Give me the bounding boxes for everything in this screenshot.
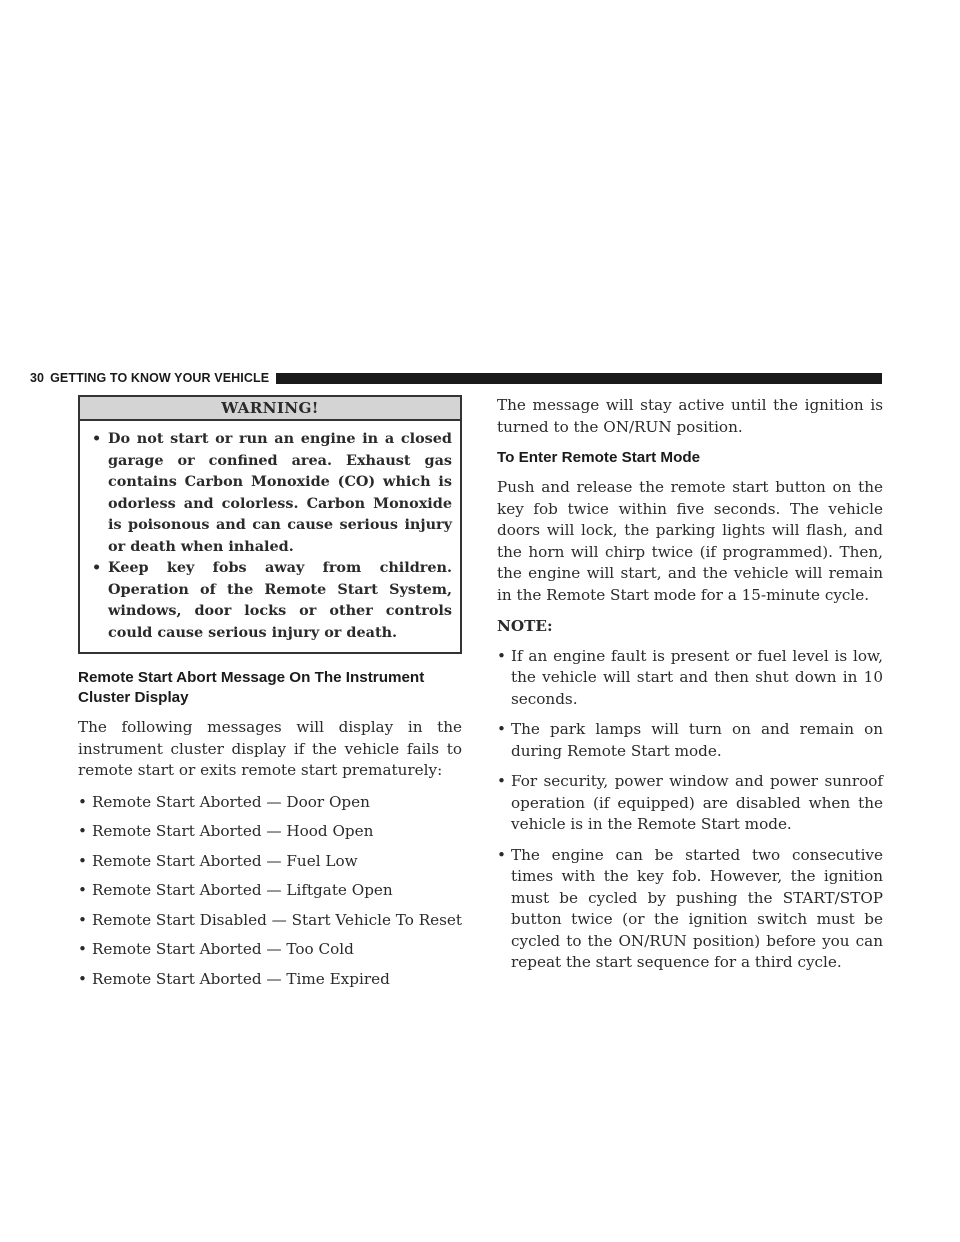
left-column (78, 395, 462, 998)
warning-item: • Keep key fobs away from children. Operation of the Remote Start System, windows, door locks or other controls could cause serious injury or death. (92, 557, 452, 643)
warning-list (80, 421, 460, 652)
remote-start-mode-heading: To Enter Remote Start Mode (497, 449, 701, 466)
remote-start-mode-body: Push and release the remote start button on the key fob twice within five seconds. The vehicle doors will lock, the parking lights will flash, and the horn will chirp twice (if programmed). Then, the engine will start, and the vehicle will remain in the Remote Start mode for a 15-minute cycle. (497, 478, 883, 604)
list-item: • Remote Start Aborted — Hood Open (78, 821, 462, 843)
warning-item: • Do not start or run an engine in a closed garage or confined area. Exhaust gas contains Carbon Monoxide (CO) which is odorless and colorless. Carbon Monoxide is poisonous and can cause serious injury or death when inhaled. (92, 428, 452, 557)
header-rule (276, 373, 882, 384)
warning-title: WARNING! (80, 397, 460, 421)
page-header (30, 371, 882, 385)
list-item: • If an engine fault is present or fuel level is low, the vehicle will start and then shut down in 10 seconds. (497, 646, 883, 711)
list-item: • Remote Start Disabled — Start Vehicle To Reset (78, 910, 462, 932)
list-item: • Remote Start Aborted — Time Expired (78, 969, 462, 991)
note-list (497, 646, 883, 974)
abort-message-intro: The following messages will display in the instrument cluster display if the vehicle fails to remote start or exits remote start prematurely: (78, 718, 462, 779)
list-item: • Remote Start Aborted — Fuel Low (78, 851, 462, 873)
continuation-paragraph: The message will stay active until the ignition is turned to the ON/RUN position. (497, 396, 883, 436)
right-column (497, 395, 883, 983)
abort-message-heading: Remote Start Abort Message On The Instrument Cluster Display (78, 669, 425, 706)
list-item: • For security, power window and power sunroof operation (if equipped) are disabled when the vehicle is in the Remote Start mode. (497, 771, 883, 836)
section-title: GETTING TO KNOW YOUR VEHICLE (50, 371, 270, 385)
list-item: • The park lamps will turn on and remain on during Remote Start mode. (497, 719, 883, 762)
list-item: • Remote Start Aborted — Door Open (78, 792, 462, 814)
list-item: • Remote Start Aborted — Too Cold (78, 939, 462, 961)
abort-message-list (78, 792, 462, 991)
warning-box (78, 395, 462, 654)
list-item: • The engine can be started two consecutive times with the key fob. However, the ignition must be cycled by pushing the START/STOP button twice (or the ignition switch must be cycled to the ON/RUN position) before you can repeat the start sequence for a third cycle. (497, 845, 883, 974)
list-item: • Remote Start Aborted — Liftgate Open (78, 880, 462, 902)
page-number: 30 (30, 371, 45, 385)
note-label: NOTE: (497, 617, 553, 635)
